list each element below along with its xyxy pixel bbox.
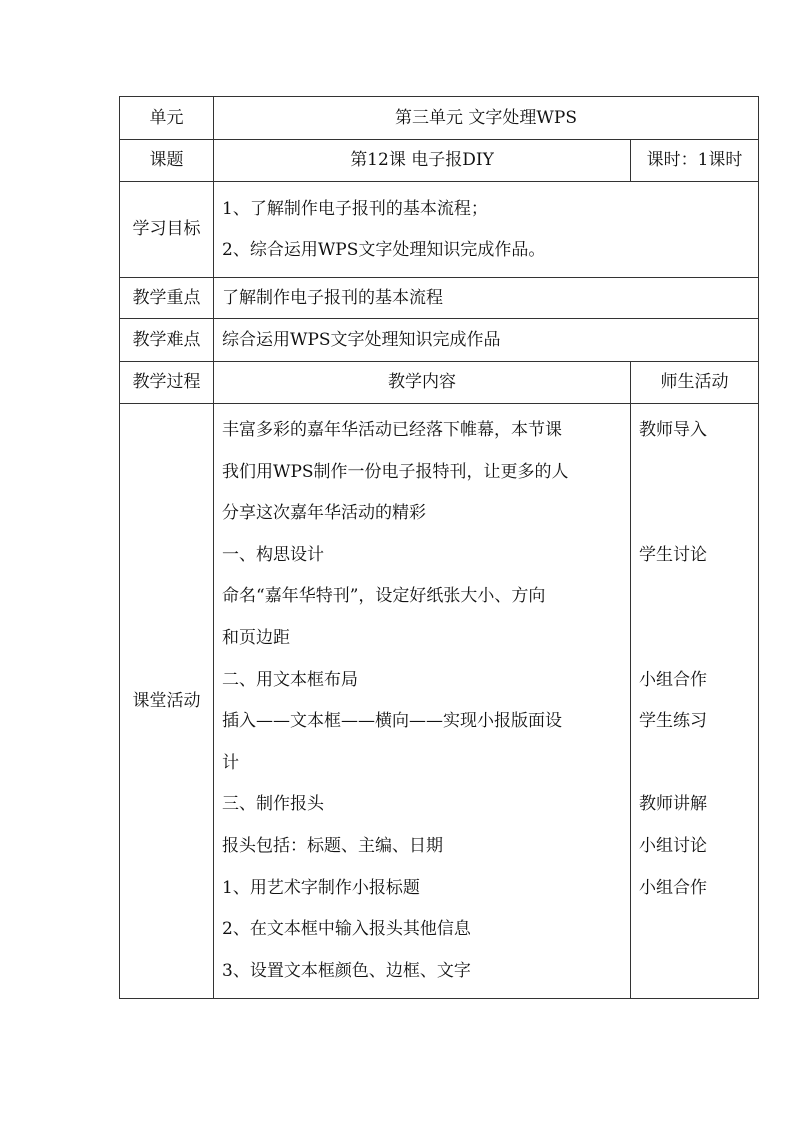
content-line: 3、设置文本框颜色、边框、文字 <box>222 960 471 981</box>
activity-item: 小组合作 <box>639 877 707 898</box>
content-line: 我们用WPS制作一份电子报特刊，让更多的人 <box>222 461 569 482</box>
difficulty-value: 综合运用WPS文字处理知识完成作品 <box>214 319 759 362</box>
lesson-plan-table <box>119 96 759 999</box>
unit-row <box>120 97 759 140</box>
activity-item: 教师导入 <box>639 420 707 440</box>
activity-item: 小组合作 <box>639 669 707 690</box>
content-header: 教学内容 <box>214 362 631 404</box>
process-header-row <box>120 362 759 404</box>
content-line: 一、构思设计 <box>222 544 324 565</box>
classroom-row <box>120 404 759 999</box>
content-line: 和页边距 <box>222 627 290 648</box>
classroom-activities <box>631 404 759 999</box>
difficulty-label: 教学难点 <box>120 319 214 362</box>
content-line: 计 <box>222 752 239 773</box>
activity-item: 学生讨论 <box>639 544 707 565</box>
content-line: 二、用文本框布局 <box>222 669 358 690</box>
content-line: 三、制作报头 <box>222 794 324 815</box>
process-label: 教学过程 <box>120 362 214 404</box>
activity-item: 学生练习 <box>639 711 707 732</box>
goals-row <box>120 182 759 278</box>
content-line: 分享这次嘉年华活动的精彩 <box>222 503 426 524</box>
topic-row <box>120 140 759 182</box>
content-line: 2、在文本框中输入报头其他信息 <box>222 919 471 940</box>
difficulty-row <box>120 319 759 362</box>
unit-value: 第三单元 文字处理WPS <box>214 97 759 140</box>
goal-item: 2、综合运用WPS文字处理知识完成作品。 <box>222 239 546 260</box>
key-point-value: 了解制作电子报刊的基本流程 <box>214 278 759 319</box>
goals-content <box>214 182 759 278</box>
unit-label: 单元 <box>120 97 214 140</box>
content-line: 插入——文本框——横向——实现小报版面设 <box>222 711 562 732</box>
activity-item: 小组讨论 <box>639 835 707 856</box>
activity-header: 师生活动 <box>631 362 759 404</box>
content-line: 丰富多彩的嘉年华活动已经落下帷幕，本节课 <box>222 420 562 440</box>
key-point-row <box>120 278 759 319</box>
topic-label: 课题 <box>120 140 214 182</box>
content-line: 1、用艺术字制作小报标题 <box>222 877 420 898</box>
activity-item: 教师讲解 <box>639 794 707 815</box>
classroom-label: 课堂活动 <box>120 404 214 999</box>
content-line: 报头包括：标题、主编、日期 <box>222 835 443 856</box>
topic-value: 第12课 电子报DIY <box>214 140 631 182</box>
goals-label: 学习目标 <box>120 182 214 278</box>
key-point-label: 教学重点 <box>120 278 214 319</box>
content-line: 命名“嘉年华特刊”，设定好纸张大小、方向 <box>222 586 546 607</box>
classroom-content <box>214 404 631 999</box>
class-hours: 课时：1课时 <box>631 140 759 182</box>
goal-item: 1、了解制作电子报刊的基本流程； <box>222 198 488 219</box>
